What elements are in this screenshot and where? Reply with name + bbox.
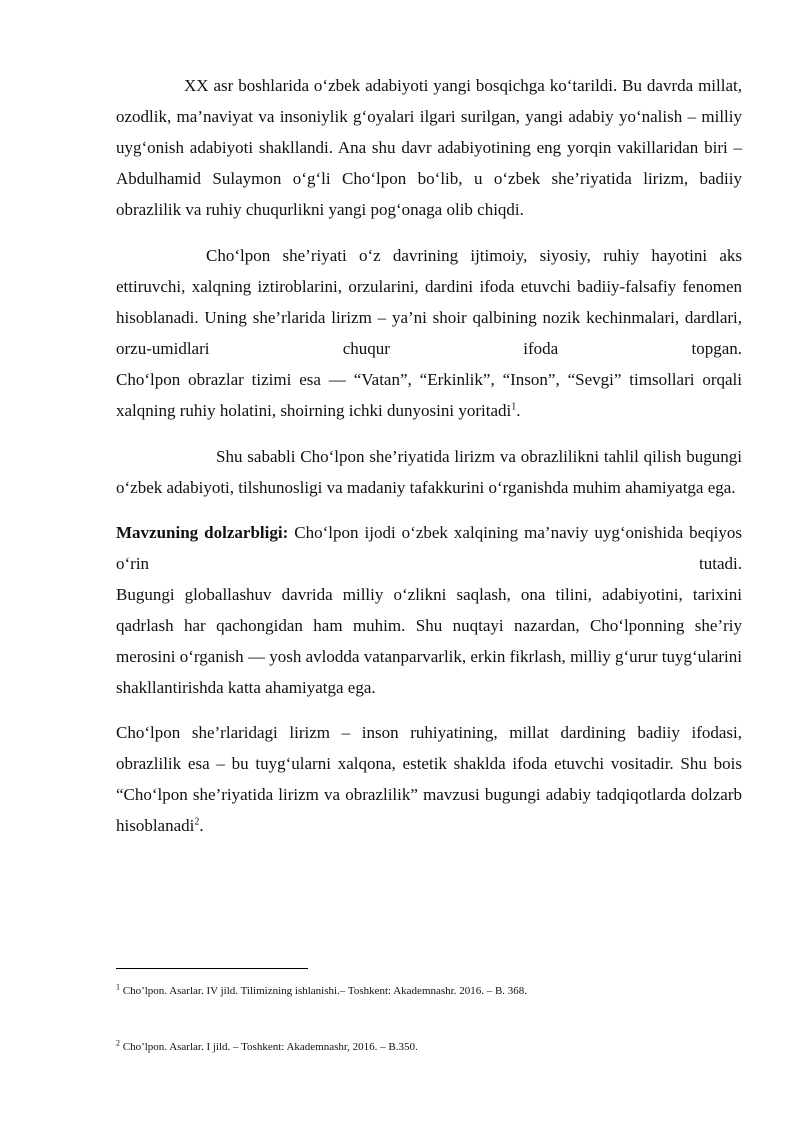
footnote-separator [116, 968, 308, 969]
footnote-2 [116, 1040, 418, 1054]
lyricism-text: Cho‘lpon she’rlaridagi lirizm – inson ruhiyatining, millat dardining badiiy ifodasi, obrazlilik esa – bu tuyg‘ularni xalqona, estetik shaklda ifoda etuvchi vositadir. Shu bois “Cho‘lpon she’riyatida lirizm va obrazlilik” mavzusi bugungi adabiy tadqiqotlarda dolzarb hisoblanadi [116, 723, 742, 835]
footnote-number: 1 [116, 982, 120, 992]
paragraph-period: . [516, 401, 521, 420]
relevance-body-text: Bugungi globallashuv davrida milliy o‘zlikni saqlash, ona tilini, adabiyotini, tarixini qadrlash har qachongidan ham muhim. Shu nuqtayi nazardan, Cho‘lponning she’riy merosini o‘rganish — yosh avlodda vatanparvarlik, erkin fikrlash, milliy g‘urur tuyg‘ularini shakllantirishda katta ahamiyatga ega. [116, 585, 742, 697]
document-body [116, 70, 742, 841]
cholpon-imagery-text: Cho‘lpon obrazlar tizimi esa — “Vatan”, “Erkinlik”, “Inson”, “Sevgi” timsollari orqali xalqning ruhiy holatini, shoirning ichki dunyosini yoritadi [116, 370, 742, 420]
lyricism-paragraph [116, 717, 742, 841]
significance-paragraph: Shu sababli Cho‘lpon she’riyatida lirizm va obrazlilikni tahlil qilish bugungi o‘zbek adabiyoti, tilshunosligi va madaniy tafakkurini o‘rganishda muhim ahamiyatga ega. [116, 447, 742, 497]
cholpon-poetry-paragraph [116, 240, 742, 426]
footnote-ref-2[interactable]: 2 [194, 816, 200, 828]
footnote-text: Cho’lpon. Asarlar. I jild. – Toshkent: Akademnashr, 2016. – B.350. [122, 1041, 418, 1053]
relevance-first-sentence [116, 517, 742, 579]
cholpon-poetry-text: Cho‘lpon she’riyati o‘z davrining ijtimoiy, siyosiy, ruhiy hayotini aks ettiruvchi, xalqning iztiroblarini, orzularini, dardini ifoda etuvchi badiiy-falsafiy fenomen hisoblanadi. Uning she’rlarida lirizm – ya’ni shoir qalbining nozik kechinmalari, dardlari, orzu-umidlari chuqur ifoda topgan. [116, 246, 742, 358]
relevance-lead-text: Cho‘lpon ijodi o‘zbek xalqining ma’naviy uyg‘onishida beqiyos o‘rin tutadi. [116, 523, 743, 573]
relevance-paragraph [116, 517, 742, 703]
footnote-text: Cho’lpon. Asarlar. IV jild. Tilimizning ishlanishi.– Toshkent: Akademnashr. 2016. – B. 368. [122, 985, 528, 997]
paragraph-period: . [199, 816, 204, 835]
footnote-1 [116, 984, 527, 998]
intro-paragraph: XX asr boshlarida o‘zbek adabiyoti yangi bosqichga ko‘tarildi. Bu davrda millat, ozodlik, ma’naviyat va insoniylik g‘oyalari ilgari surilgan, yangi adabiy yo‘nalish – milliy uyg‘onish adabiyoti shakllandi. Ana shu davr adabiyotining eng yorqin vakillaridan biri – Abdulhamid Sulaymon o‘g‘li Cho‘lpon bo‘lib, u o‘zbek she’riyatida lirizm, badiiy obrazlilik va ruhiy chuqurlikni yangi pog‘onaga olib chiqdi. [116, 76, 742, 219]
footnote-ref-1[interactable]: 1 [511, 401, 517, 413]
relevance-heading: Mavzuning dolzarbligi: [116, 523, 289, 542]
footnote-number: 2 [116, 1038, 120, 1048]
